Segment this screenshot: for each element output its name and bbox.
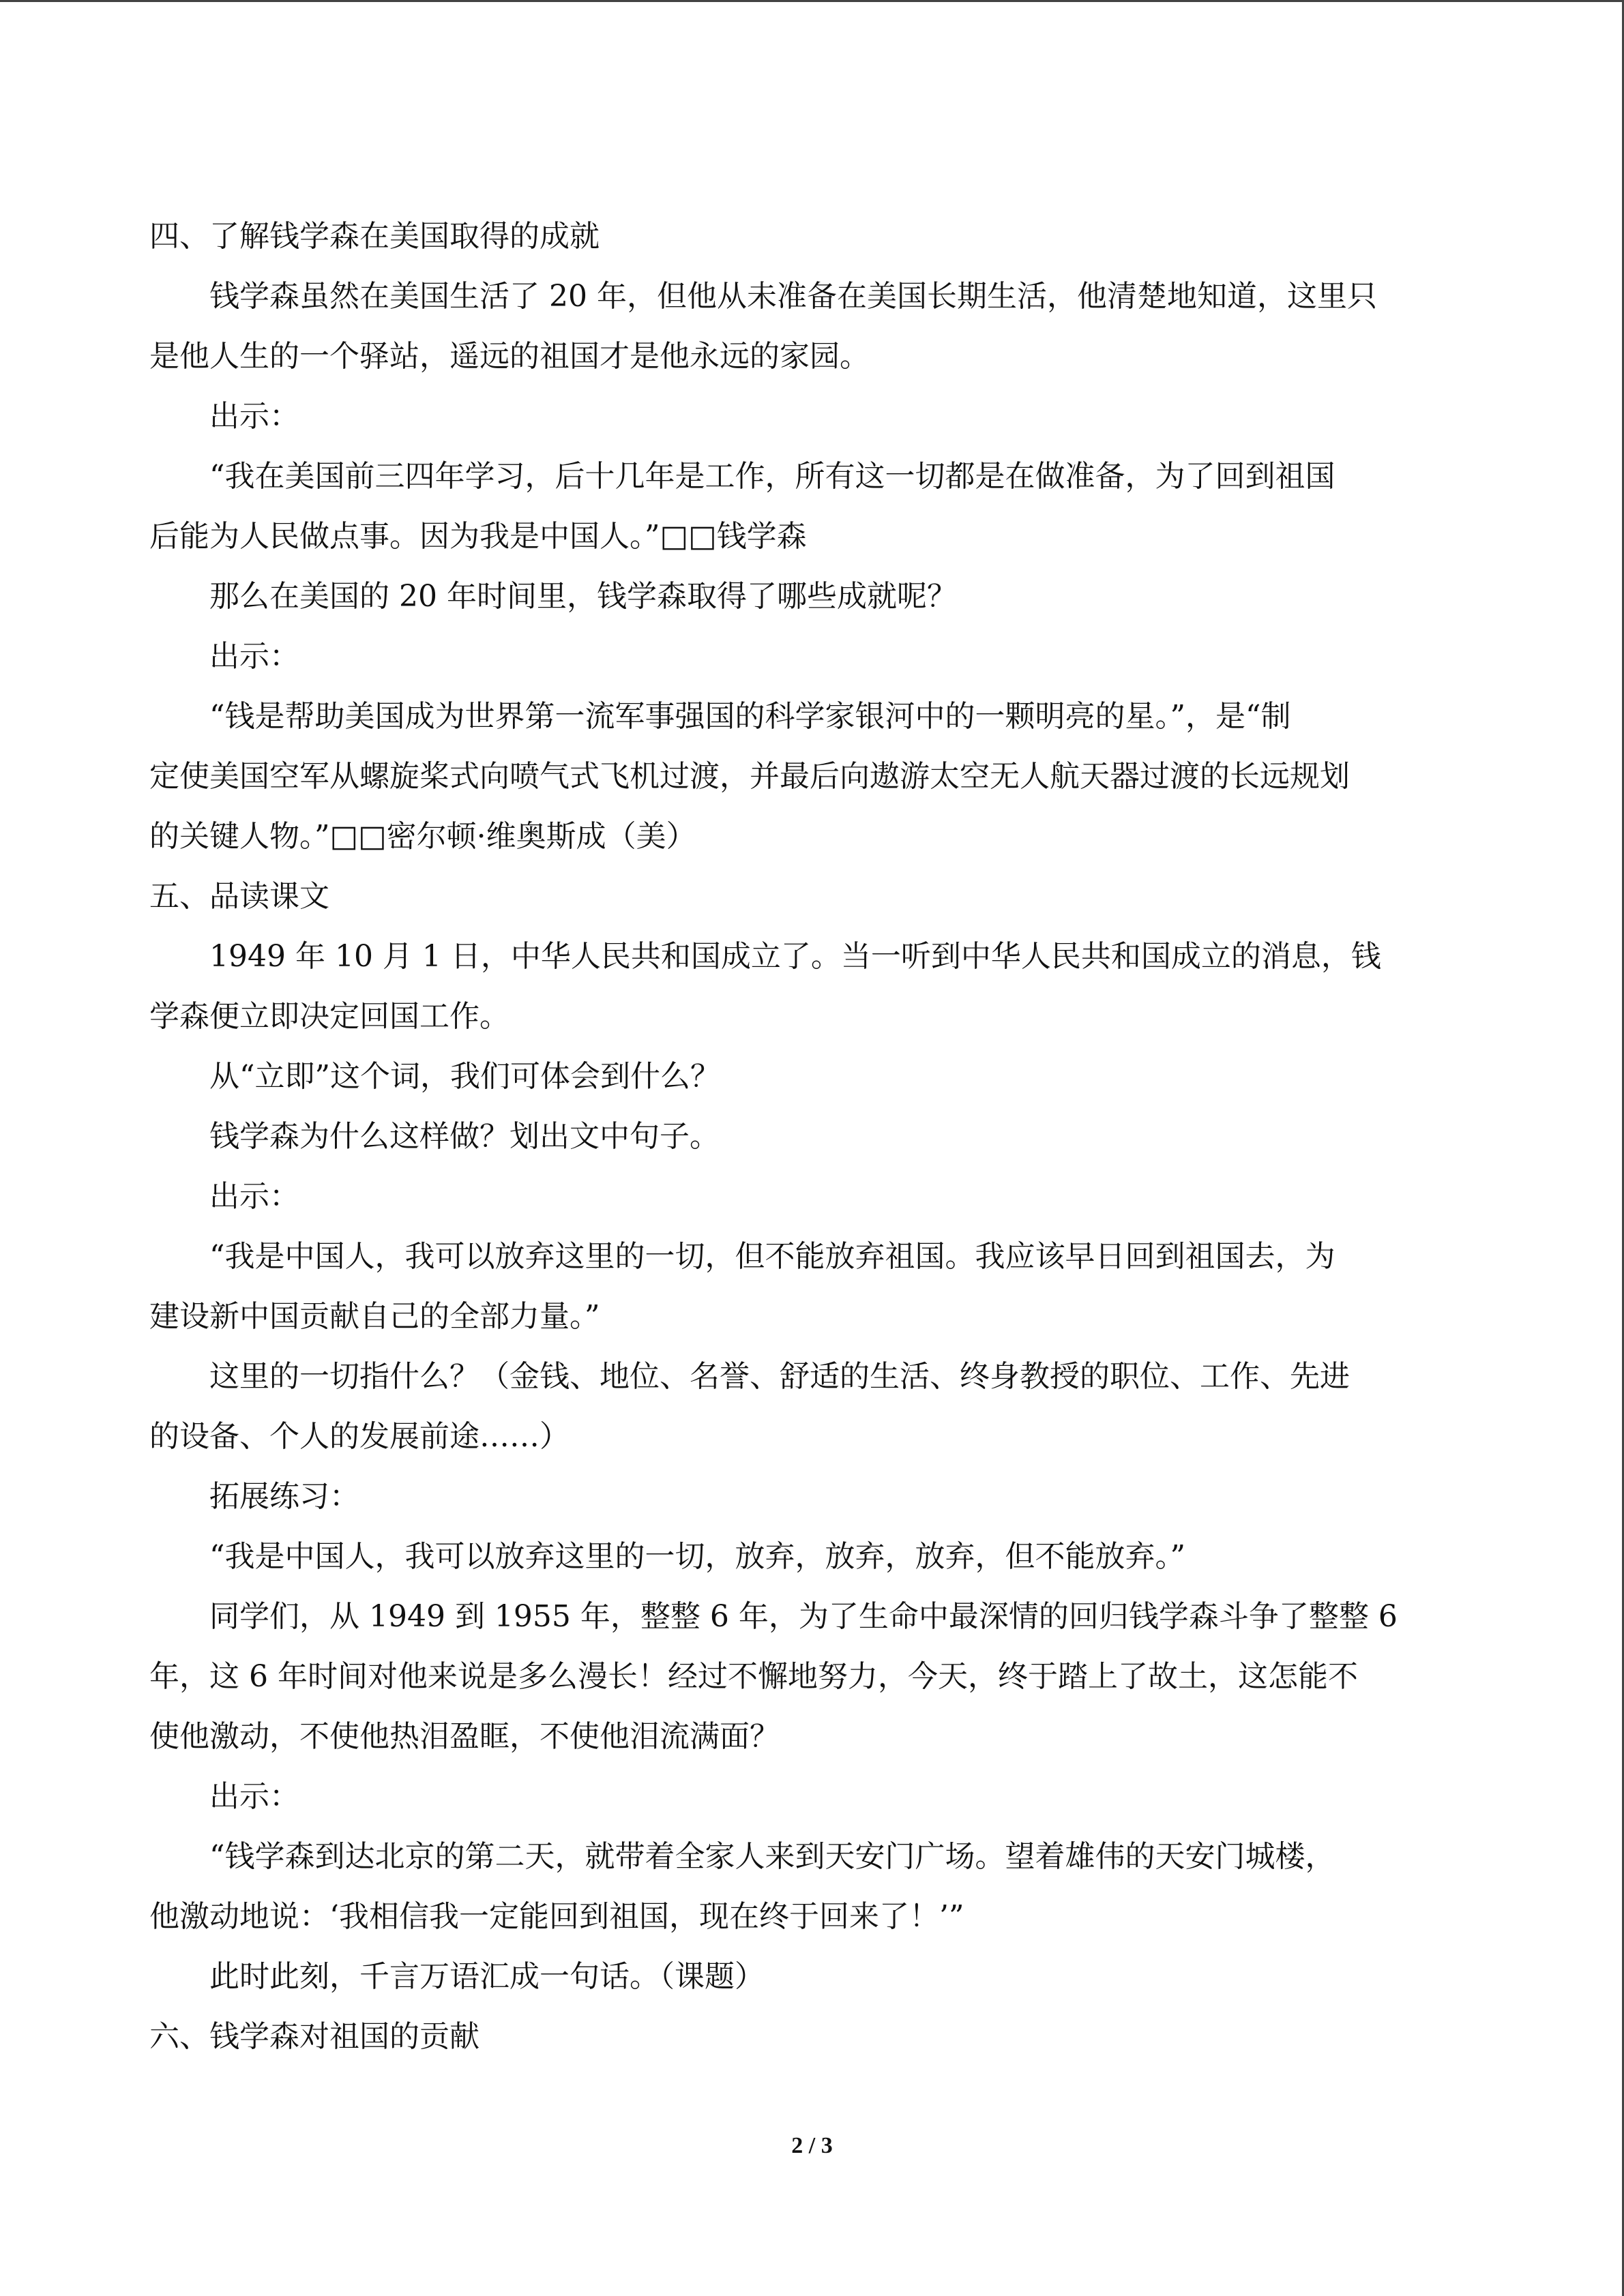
quote-line: “钱学森到达北京的第二天，就带着全家人来到天安门广场。望着雄伟的天安门城楼， [209, 1839, 1335, 1874]
display-label: 出示： [209, 399, 299, 434]
paragraph-line: 此时此刻，千言万语汇成一句话。（课题） [209, 1959, 765, 1994]
display-label: 出示： [209, 1179, 299, 1214]
paragraph-line: 的设备、个人的发展前途……） [149, 1419, 570, 1454]
page-number: 2 / 3 [791, 2133, 833, 2158]
paragraph-line: 钱学森虽然在美国生活了 20 年，但他从未准备在美国长期生活，他清楚地知道，这里只 [209, 279, 1377, 314]
exercise-label: 拓展练习： [209, 1479, 359, 1514]
quote-line: “我在美国前三四年学习，后十几年是工作，所有这一切都是在做准备，为了回到祖国 [209, 459, 1335, 494]
question-line: 钱学森为什么这样做？划出文中句子。 [209, 1119, 720, 1154]
display-label: 出示： [209, 1779, 299, 1814]
quote-line: “钱是帮助美国成为世界第一流军事强国的科学家银河中的一颗明亮的星。”，是“制 [209, 699, 1291, 734]
section-heading-4: 四、了解钱学森在美国取得的成就 [149, 219, 600, 254]
document-body [149, 207, 1479, 2067]
section-heading-6: 六、钱学森对祖国的贡献 [149, 2019, 479, 2054]
quote-line: 他激动地说：‘我相信我一定能回到祖国，现在终于回来了！’” [149, 1899, 964, 1934]
paragraph-line: 同学们，从 1949 到 1955 年，整整 6 年，为了生命中最深情的回归钱学森斗争了整整 6 [209, 1599, 1398, 1634]
display-label: 出示： [209, 639, 299, 674]
paragraph-line: 那么在美国的 20 年时间里，钱学森取得了哪些成就呢？ [209, 579, 957, 614]
quote-line: 建设新中国贡献自己的全部力量。” [149, 1299, 600, 1334]
quote-line: “我是中国人，我可以放弃这里的一切，但不能放弃祖国。我应该早日回到祖国去，为 [209, 1239, 1335, 1274]
section-heading-5: 五、品读课文 [149, 879, 329, 914]
paragraph-line: 1949 年 10 月 1 日，中华人民共和国成立了。当一听到中华人民共和国成立的消息，钱 [209, 939, 1381, 974]
question-line: 从“立即”这个词，我们可体会到什么？ [209, 1059, 720, 1094]
quote-line: “我是中国人，我可以放弃这里的一切，放弃，放弃，放弃，但不能放弃。” [209, 1539, 1185, 1574]
quote-line: 定使美国空军从螺旋桨式向喷气式飞机过渡，并最后向遨游太空无人航天器过渡的长远规划 [149, 759, 1350, 794]
paragraph-line: 学森便立即决定回国工作。 [149, 999, 510, 1034]
paragraph-line: 是他人生的一个驿站，遥远的祖国才是他永远的家园。 [149, 339, 870, 374]
paragraph-line: 使他激动，不使他热泪盈眶，不使他泪流满面？ [149, 1719, 780, 1754]
quote-line: 的关键人物。”□□密尔顿·维奥斯成（美） [149, 819, 696, 854]
paragraph-line: 年，这 6 年时间对他来说是多么漫长！经过不懈地努力，今天，终于踏上了故土，这怎能不 [149, 1659, 1358, 1694]
quote-line: 后能为人民做点事。因为我是中国人。”□□钱学森 [149, 519, 807, 554]
paragraph-line: 这里的一切指什么？（金钱、地位、名誉、舒适的生活、终身教授的职位、工作、先进 [209, 1359, 1350, 1394]
